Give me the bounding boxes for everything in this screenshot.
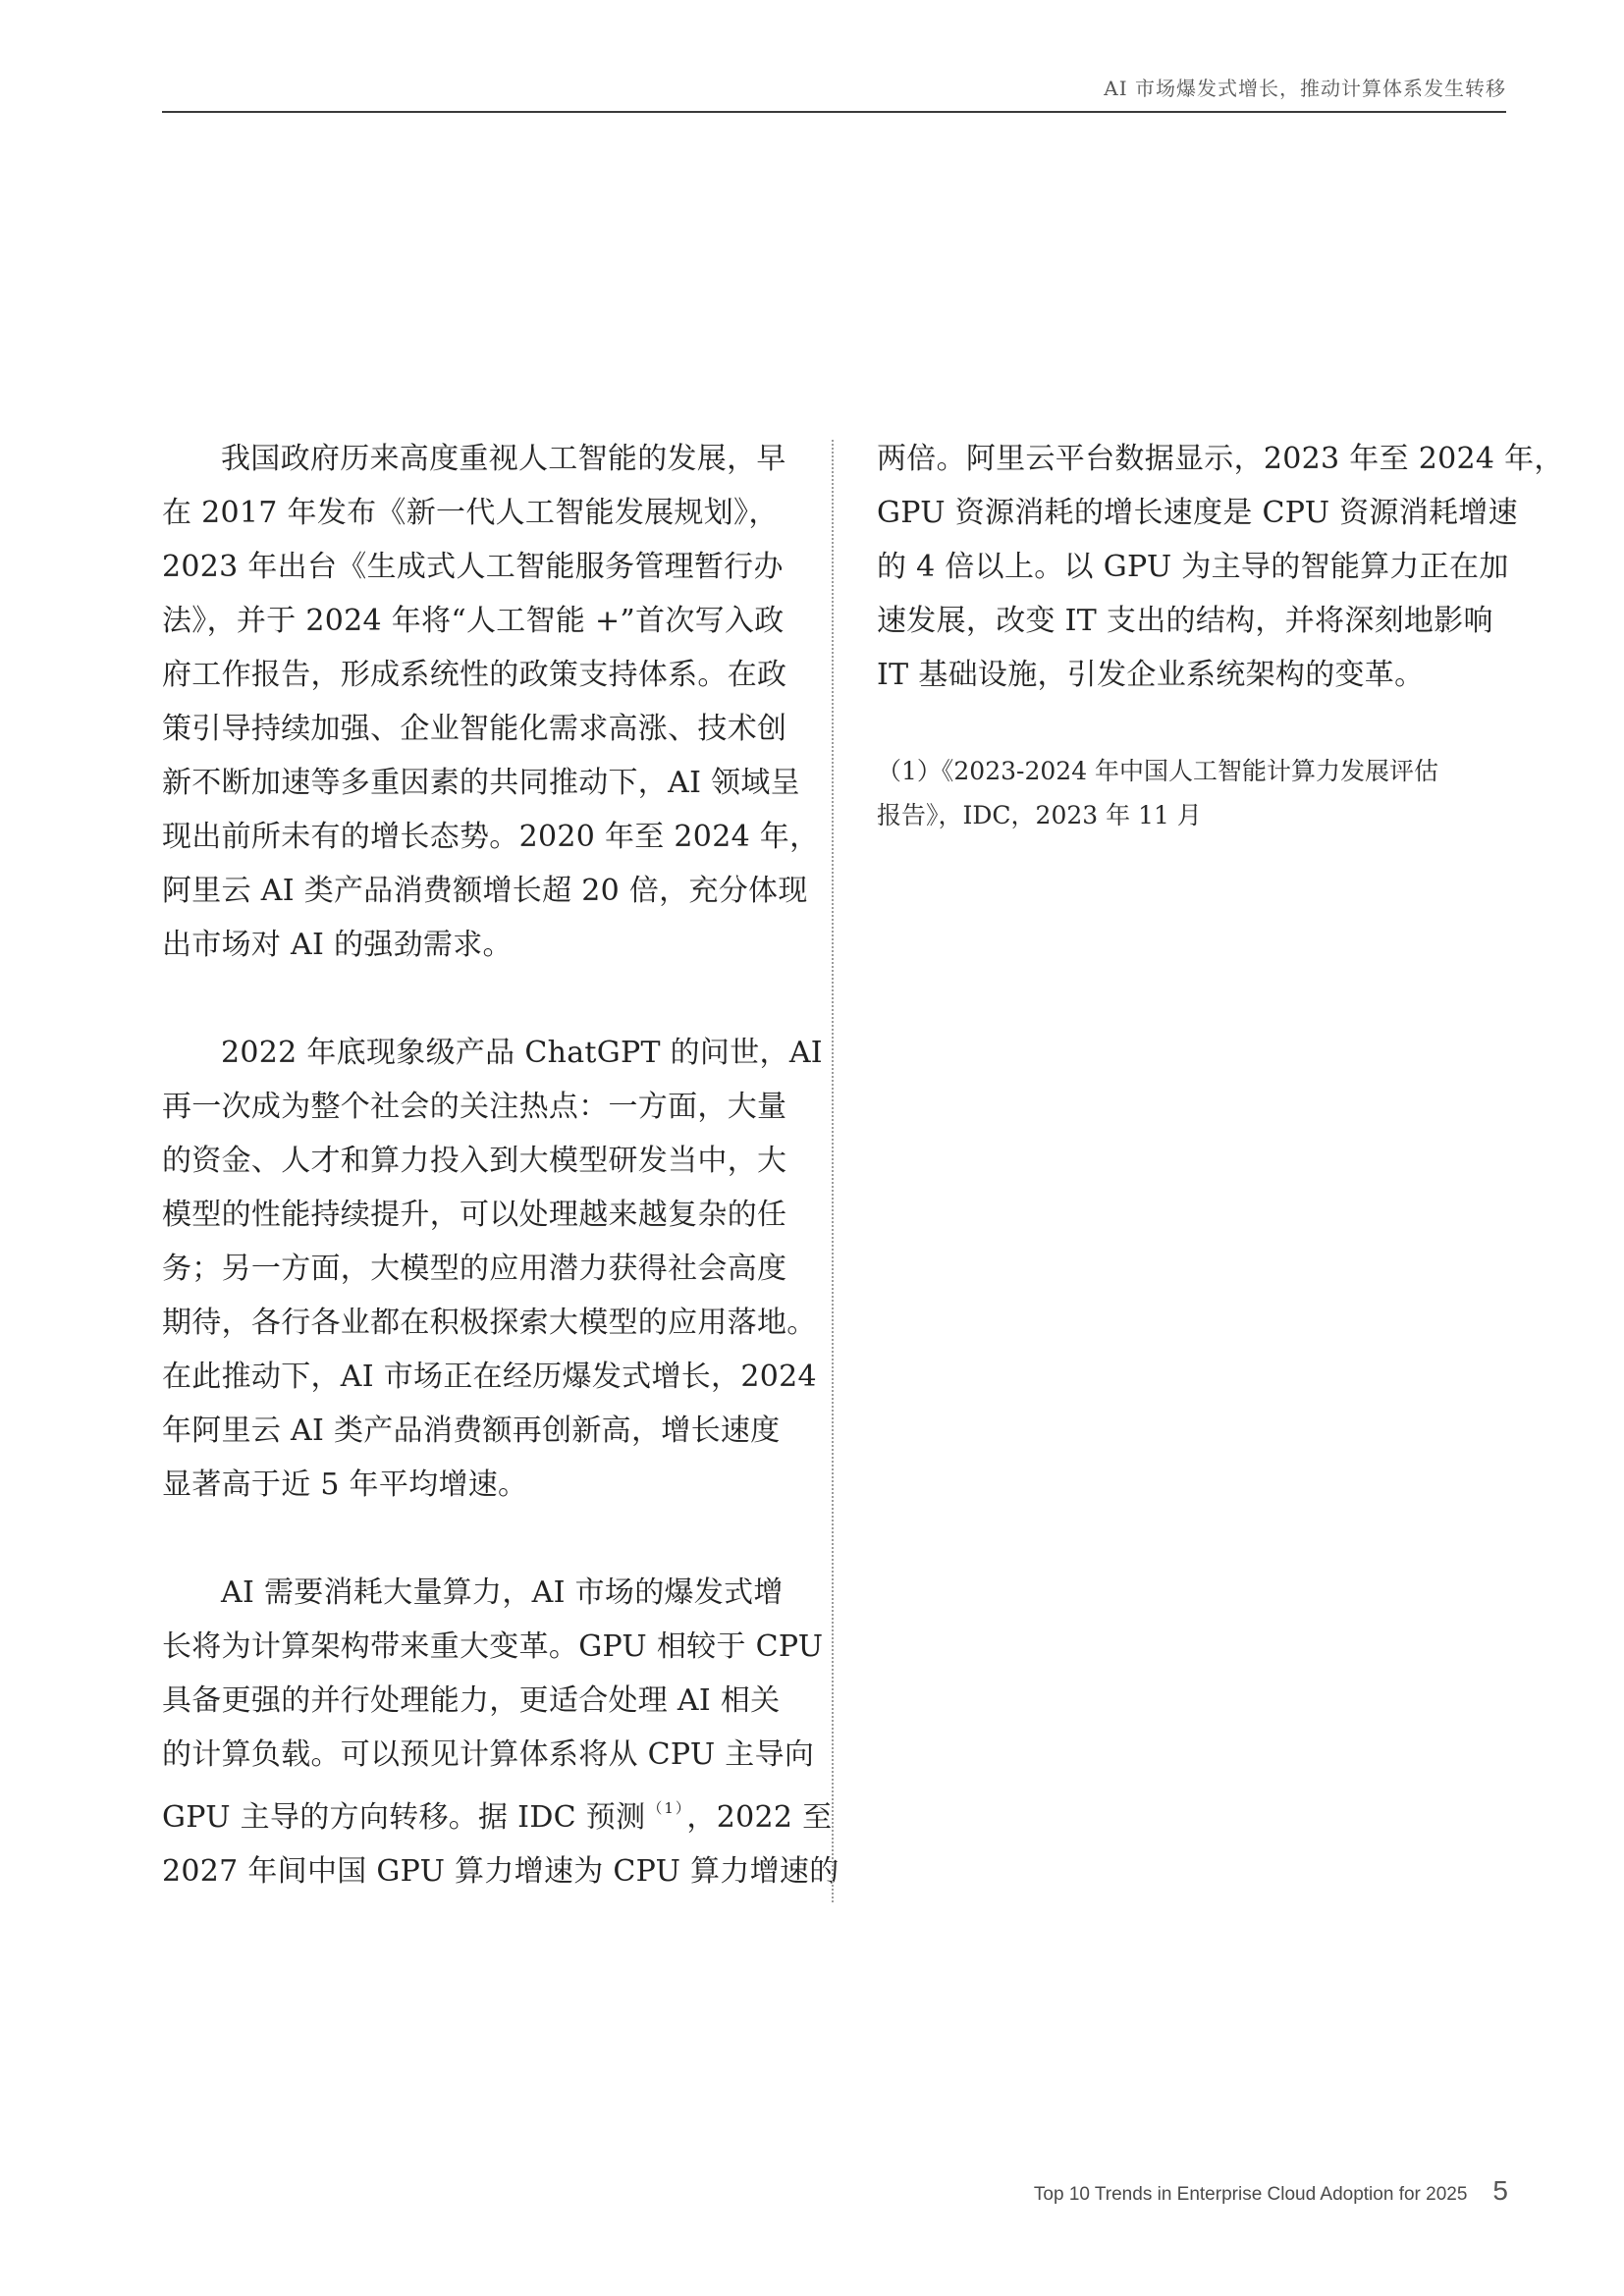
text-line: 2027 年间中国 GPU 算力增速为 CPU 算力增速的 — [162, 1854, 839, 1889]
text-line: 现出前所未有的增长态势。2020 年至 2024 年， — [162, 820, 820, 854]
text-line: AI 需要消耗大量算力，AI 市场的爆发式增 — [221, 1575, 784, 1610]
text-line: 的资金、人才和算力投入到大模型研发当中，大 — [162, 1144, 787, 1178]
footnote-line: （1）《2023-2024 年中国人工智能计算力发展评估 — [877, 757, 1439, 785]
text-line: 出市场对 AI 的强劲需求。 — [162, 928, 513, 962]
text-line: 我国政府历来高度重视人工智能的发展，早 — [221, 442, 786, 476]
running-footer — [1034, 2175, 1508, 2207]
text-line: 长将为计算架构带来重大变革。GPU 相较于 CPU — [162, 1629, 824, 1664]
text-line: 期待，各行各业都在积极探索大模型的应用落地。 — [162, 1306, 817, 1340]
paragraph-compute-shift — [162, 1566, 839, 1898]
column-divider — [832, 440, 834, 1902]
text-line: 府工作报告，形成系统性的政策支持体系。在政 — [162, 658, 787, 692]
text-line: 2023 年出台《生成式人工智能服务管理暂行办 — [162, 550, 784, 584]
text-line: 的计算负载。可以预见计算体系将从 CPU 主导向 — [162, 1737, 815, 1772]
page-number: 5 — [1492, 2175, 1508, 2206]
text-line: 的 4 倍以上。以 GPU 为主导的智能算力正在加 — [877, 550, 1509, 584]
text-line-with-reference — [162, 1782, 833, 1844]
header-rule — [162, 111, 1506, 113]
text-line: 年阿里云 AI 类产品消费额再创新高，增长速度 — [162, 1414, 781, 1448]
text-line: 在 2017 年发布《新一代人工智能发展规划》， — [162, 496, 779, 530]
text-line: IT 基础设施，引发企业系统架构的变革。 — [877, 658, 1425, 692]
text-line: 务；另一方面，大模型的应用潜力获得社会高度 — [162, 1252, 787, 1286]
text-line: 2022 年底现象级产品 ChatGPT 的问世，AI — [221, 1036, 823, 1070]
paragraph-chatgpt-impact — [162, 1026, 823, 1512]
text-line: 在此推动下，AI 市场正在经历爆发式增长，2024 — [162, 1360, 817, 1394]
running-header: AI 市场爆发式增长，推动计算体系发生转移 — [1104, 77, 1506, 100]
paragraph-gpu-consumption — [877, 432, 1564, 702]
text-line: 再一次成为整个社会的关注热点：一方面，大量 — [162, 1090, 787, 1124]
footnote-line: 报告》，IDC，2023 年 11 月 — [877, 801, 1202, 829]
text-line: 新不断加速等多重因素的共同推动下，AI 领域呈 — [162, 766, 800, 800]
text-line: 具备更强的并行处理能力，更适合处理 AI 相关 — [162, 1683, 781, 1718]
text-segment: GPU 主导的方向转移。据 IDC 预测 — [162, 1800, 646, 1835]
text-line: 模型的性能持续提升，可以处理越来越复杂的任 — [162, 1198, 787, 1232]
text-line: 速发展，改变 IT 支出的结构，并将深刻地影响 — [877, 604, 1493, 638]
text-line: 策引导持续加强、企业智能化需求高涨、技术创 — [162, 712, 787, 746]
text-line: 法》，并于 2024 年将“人工智能 +”首次写入政 — [162, 604, 785, 638]
text-line: 显著高于近 5 年平均增速。 — [162, 1468, 528, 1502]
text-segment: ，2022 至 — [686, 1800, 833, 1835]
right-column — [877, 432, 1564, 837]
text-line: GPU 资源消耗的增长速度是 CPU 资源消耗增速 — [877, 496, 1518, 530]
text-line: 两倍。阿里云平台数据显示，2023 年至 2024 年， — [877, 442, 1564, 476]
paragraph-policy-support — [162, 432, 820, 972]
footer-title: Top 10 Trends in Enterprise Cloud Adoption for 2025 — [1033, 2184, 1468, 2205]
footnote-reference-marker: （1） — [647, 1799, 685, 1817]
left-column — [162, 432, 839, 1898]
footnote — [877, 749, 1505, 837]
text-line: 阿里云 AI 类产品消费额增长超 20 倍，充分体现 — [162, 874, 808, 908]
